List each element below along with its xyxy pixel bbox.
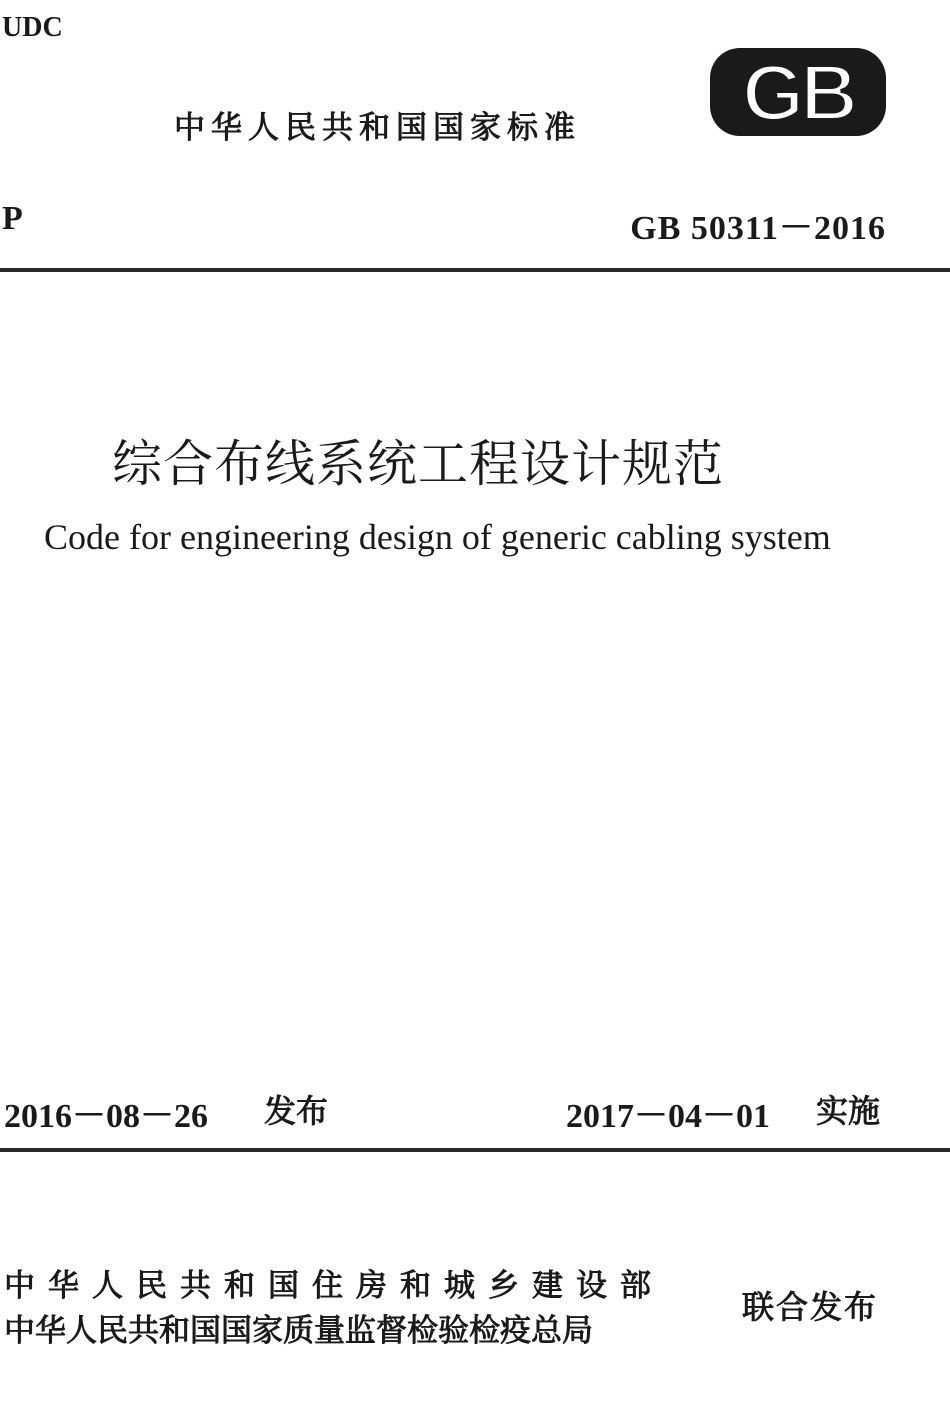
issue-date: 2016－08－26: [4, 1098, 208, 1135]
udc-label: UDC: [2, 12, 63, 43]
implement-label: 实施: [816, 1092, 881, 1130]
gb-logo-text: GB: [742, 48, 854, 137]
header-divider: [0, 268, 950, 272]
implement-date: 2017－04－01: [566, 1098, 770, 1135]
gb-logo: [706, 42, 890, 142]
title-english: Code for engineering design of generic cabling system: [44, 517, 831, 557]
category-code: P: [2, 200, 23, 237]
publisher-line-2: 中华人民共和国国家质量监督检验检疫总局: [4, 1313, 593, 1349]
standard-number: GB 50311－2016: [630, 210, 886, 247]
joint-publish-label: 联合发布: [742, 1288, 879, 1326]
standard-type-heading: 中华人民共和国国家标准: [174, 110, 581, 146]
issue-label: 发布: [264, 1092, 329, 1130]
title-chinese: 综合布线系统工程设计规范: [112, 435, 724, 493]
publisher-line-1: 中华人民共和国住房和城乡建设部: [4, 1268, 664, 1304]
footer-divider: [0, 1148, 950, 1152]
